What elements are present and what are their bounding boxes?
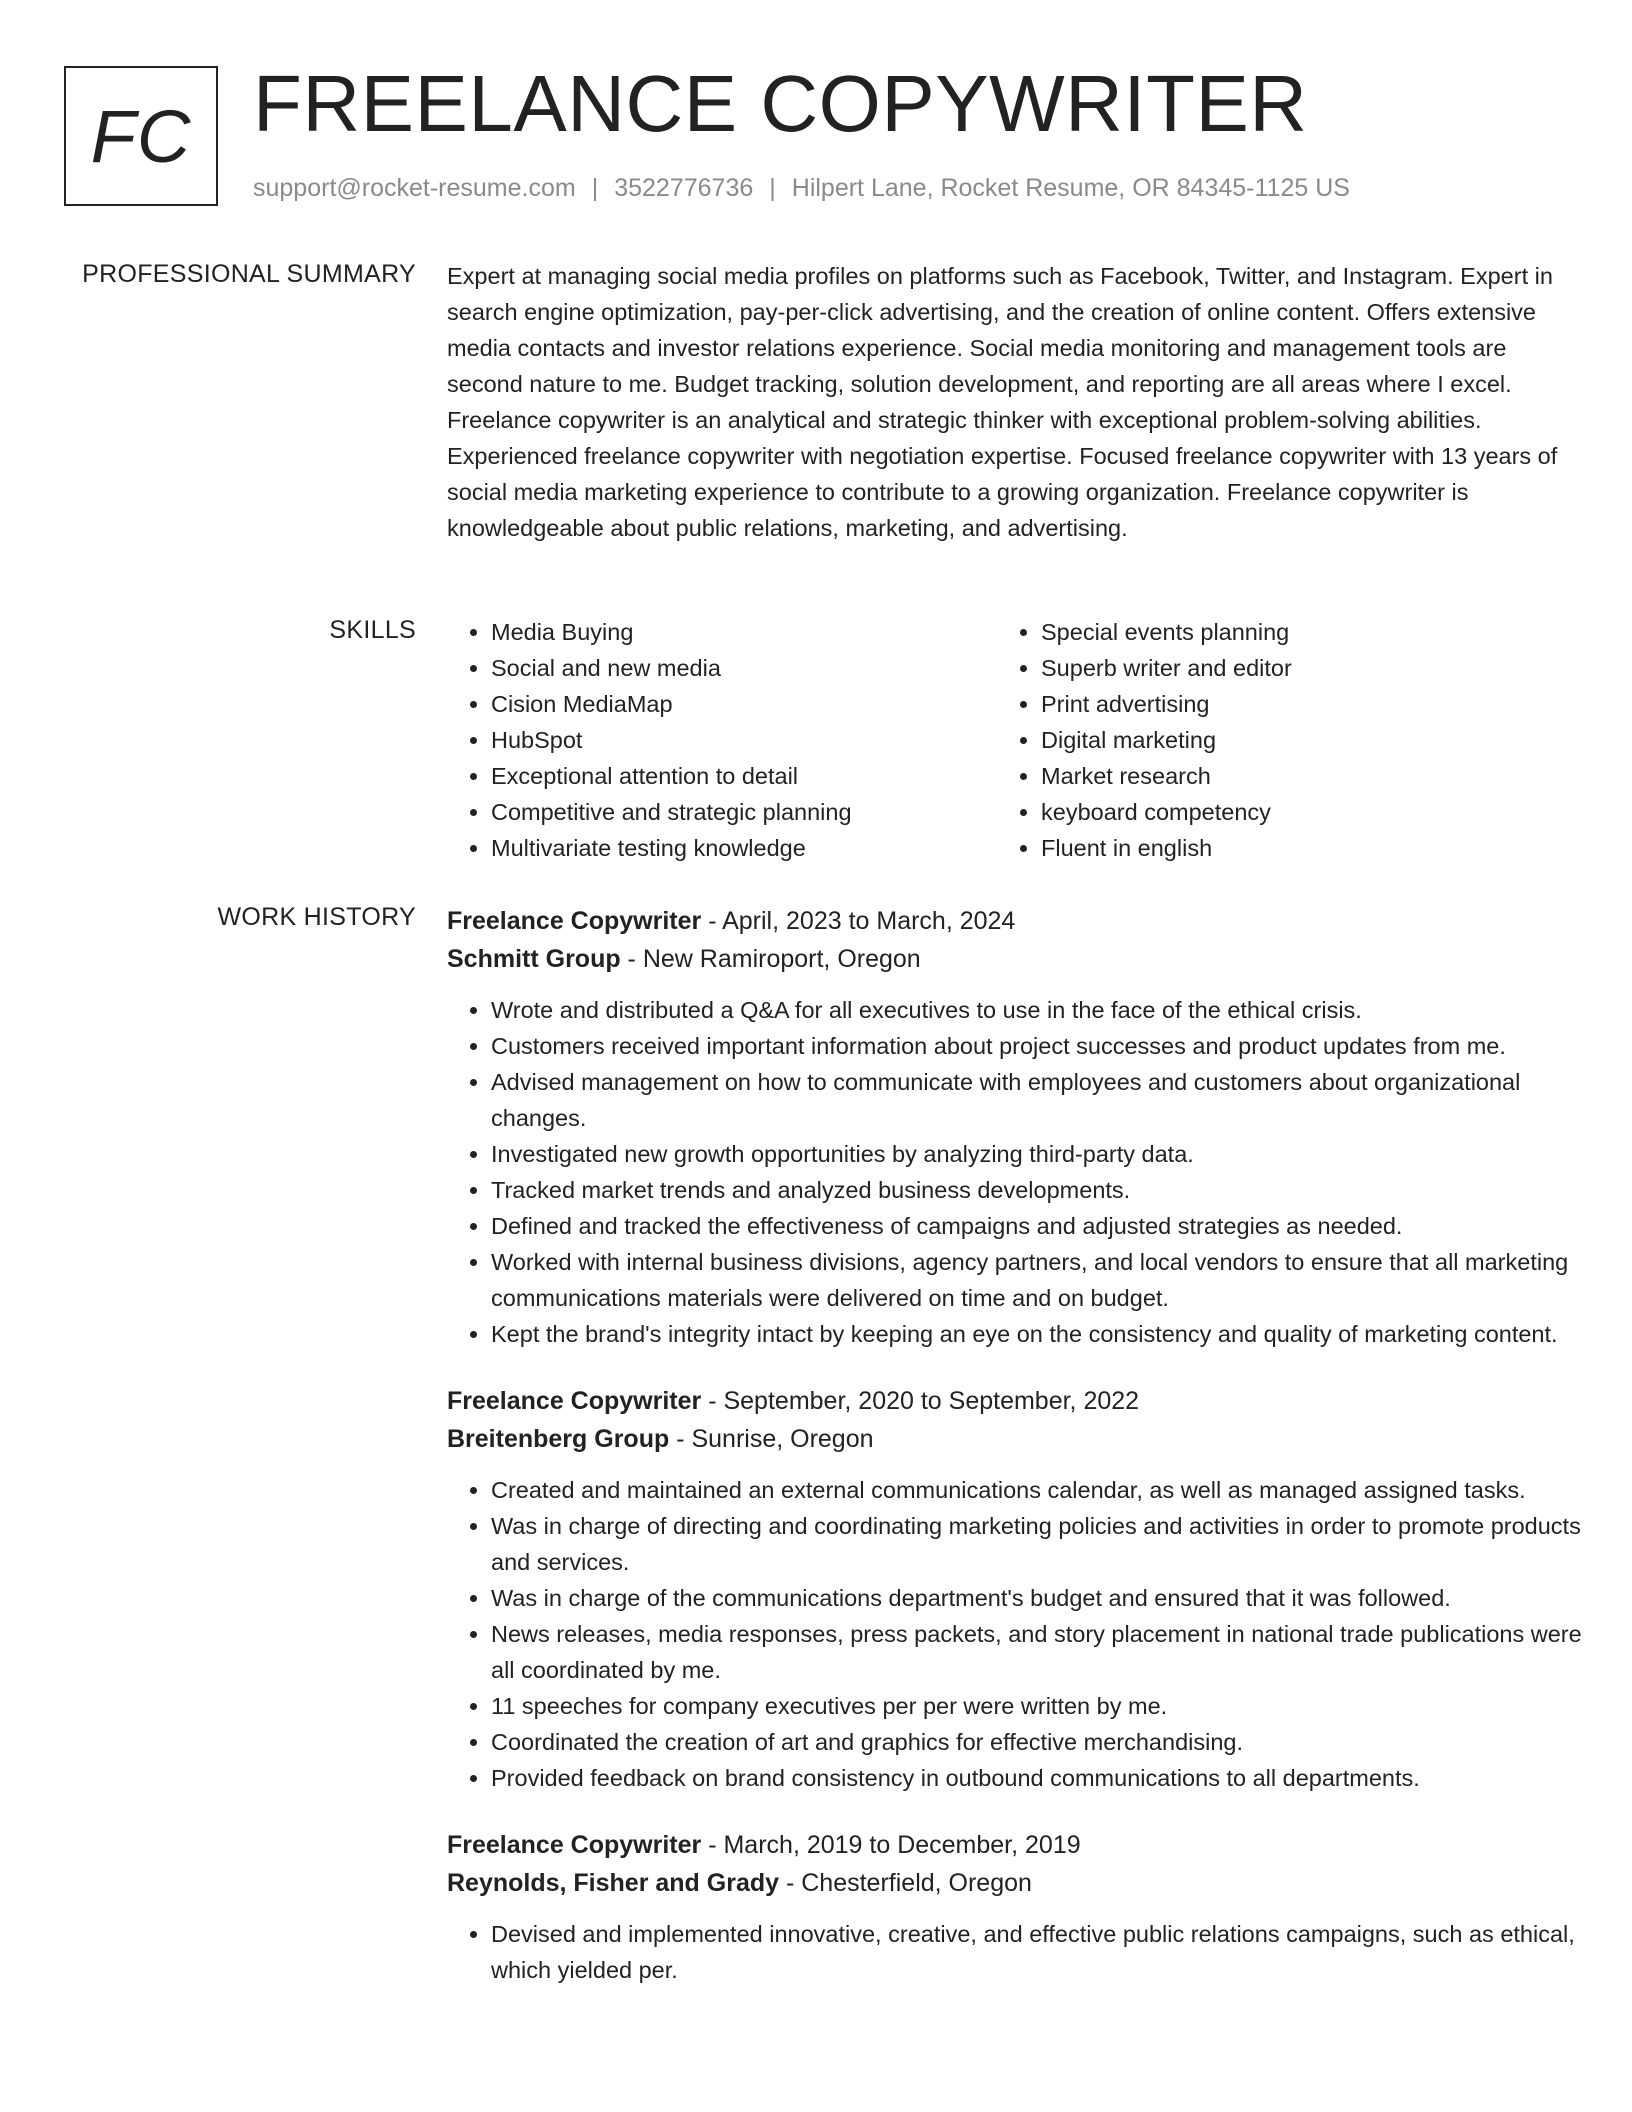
job-title-line <box>447 902 1567 940</box>
job-company-line <box>447 1864 1567 1902</box>
duty-item: • Worked with internal business divisions, agency partners, and local vendors to ensure that all marketing communications materials were delivered on time and on budget. <box>491 1244 1591 1316</box>
job-dates: - April, 2023 to March, 2024 <box>701 907 1016 935</box>
summary-text: Expert at managing social media profiles on platforms such as Facebook, Twitter, and Instagram. Expert in search engine optimization, pay-per-click advertising, and the creation of online content. Offers extensive media contacts and investor relations experience. Social media monitoring and management tools are second nature to me. Budget tracking, solution development, and reporting are all areas where I excel. Freelance copywriter is an analytical and strategic thinker with exceptional problem-solving abilities. Experienced freelance copywriter with negotiation expertise. Focused freelance copywriter with 13 years of social media marketing experience to contribute to a growing organization. Freelance copywriter is knowledgeable about public relations, marketing, and advertising. <box>447 263 1558 541</box>
job-dates: - September, 2020 to September, 2022 <box>701 1387 1140 1415</box>
skill-item: • Fluent in english <box>1041 830 1561 866</box>
skill-item: • Print advertising <box>1041 686 1561 722</box>
skill-item: • Social and new media <box>491 650 1011 686</box>
job-company: Reynolds, Fisher and Grady <box>447 1869 780 1897</box>
job-company: Breitenberg Group <box>447 1425 670 1453</box>
job-location: - Chesterfield, Oregon <box>779 1869 1032 1897</box>
duty-item: • Defined and tracked the effectiveness of campaigns and adjusted strategies as needed. <box>491 1208 1591 1244</box>
duty-item: • 11 speeches for company executives per per were written by me. <box>491 1688 1591 1724</box>
duty-item: • Wrote and distributed a Q&A for all executives to use in the face of the ethical crisis. <box>491 992 1591 1028</box>
contact-separator: | <box>769 174 776 202</box>
duty-item: • Kept the brand's integrity intact by keeping an eye on the consistency and quality of marketing content. <box>491 1316 1591 1352</box>
duty-item: • Advised management on how to communicate with employees and customers about organizational changes. <box>491 1064 1591 1136</box>
job-title: Freelance Copywriter <box>447 1831 702 1859</box>
job-company-line <box>447 1420 1567 1458</box>
work-body <box>447 902 1582 1988</box>
work-label: WORK HISTORY <box>217 903 416 931</box>
skill-item: • HubSpot <box>491 722 1011 758</box>
skills-label: SKILLS <box>329 616 416 644</box>
skill-item: • Market research <box>1041 758 1561 794</box>
job-duties <box>447 992 1591 1352</box>
job-entry <box>447 902 1567 1352</box>
skill-item: • Cision MediaMap <box>491 686 1011 722</box>
contact-email: support@rocket-resume.com <box>253 174 576 202</box>
skill-item: • Multivariate testing knowledge <box>491 830 1011 866</box>
duty-item: • Customers received important information about project successes and product updates from me. <box>491 1028 1591 1064</box>
job-title-line <box>447 1382 1567 1420</box>
duty-item: • Devised and implemented innovative, creative, and effective public relations campaigns, such as ethical, which yielded per. <box>491 1916 1591 1988</box>
duty-item: • Provided feedback on brand consistency in outbound communications to all departments. <box>491 1760 1591 1796</box>
skill-item: • Competitive and strategic planning <box>491 794 1011 830</box>
job-duties <box>447 1916 1591 1988</box>
duty-item: • Tracked market trends and analyzed business developments. <box>491 1172 1591 1208</box>
job-duties <box>447 1472 1591 1796</box>
duty-item: • Investigated new growth opportunities by analyzing third-party data. <box>491 1136 1591 1172</box>
contact-line <box>253 174 1350 203</box>
skill-item: • keyboard competency <box>1041 794 1561 830</box>
job-company-line <box>447 940 1567 978</box>
skill-item: • Superb writer and editor <box>1041 650 1561 686</box>
resume-name: FREELANCE COPYWRITER <box>253 59 1308 148</box>
job-dates: - March, 2019 to December, 2019 <box>701 1831 1081 1859</box>
job-location: - Sunrise, Oregon <box>669 1425 874 1453</box>
skill-item: • Special events planning <box>1041 614 1561 650</box>
skills-list-left <box>447 614 1011 866</box>
skills-list-right <box>997 614 1561 866</box>
duty-item: • Was in charge of the communications department's budget and ensured that it was followed. <box>491 1580 1591 1616</box>
skill-item: • Digital marketing <box>1041 722 1561 758</box>
contact-phone: 3522776736 <box>614 174 754 202</box>
job-company: Schmitt Group <box>447 945 621 973</box>
skill-item: • Media Buying <box>491 614 1011 650</box>
job-entry <box>447 1826 1575 1988</box>
skill-item: • Exceptional attention to detail <box>491 758 1011 794</box>
duty-item: • News releases, media responses, press packets, and story placement in national trade publications were all coordinated by me. <box>491 1616 1591 1688</box>
job-title: Freelance Copywriter <box>447 907 702 935</box>
monogram: FC <box>64 66 218 206</box>
contact-address: Hilpert Lane, Rocket Resume, OR 84345-1125 US <box>791 174 1350 202</box>
duty-item: • Created and maintained an external communications calendar, as well as managed assigned tasks. <box>491 1472 1591 1508</box>
summary-body <box>447 258 1567 546</box>
job-title: Freelance Copywriter <box>447 1387 702 1415</box>
job-title-line <box>447 1826 1567 1864</box>
job-entry <box>447 1382 1582 1796</box>
contact-separator: | <box>591 174 599 202</box>
duty-item: • Coordinated the creation of art and graphics for effective merchandising. <box>491 1724 1591 1760</box>
job-location: - New Ramiroport, Oregon <box>620 945 921 973</box>
summary-label: PROFESSIONAL SUMMARY <box>82 260 416 288</box>
duty-item: • Was in charge of directing and coordinating marketing policies and activities in order to promote products and services. <box>491 1508 1591 1580</box>
